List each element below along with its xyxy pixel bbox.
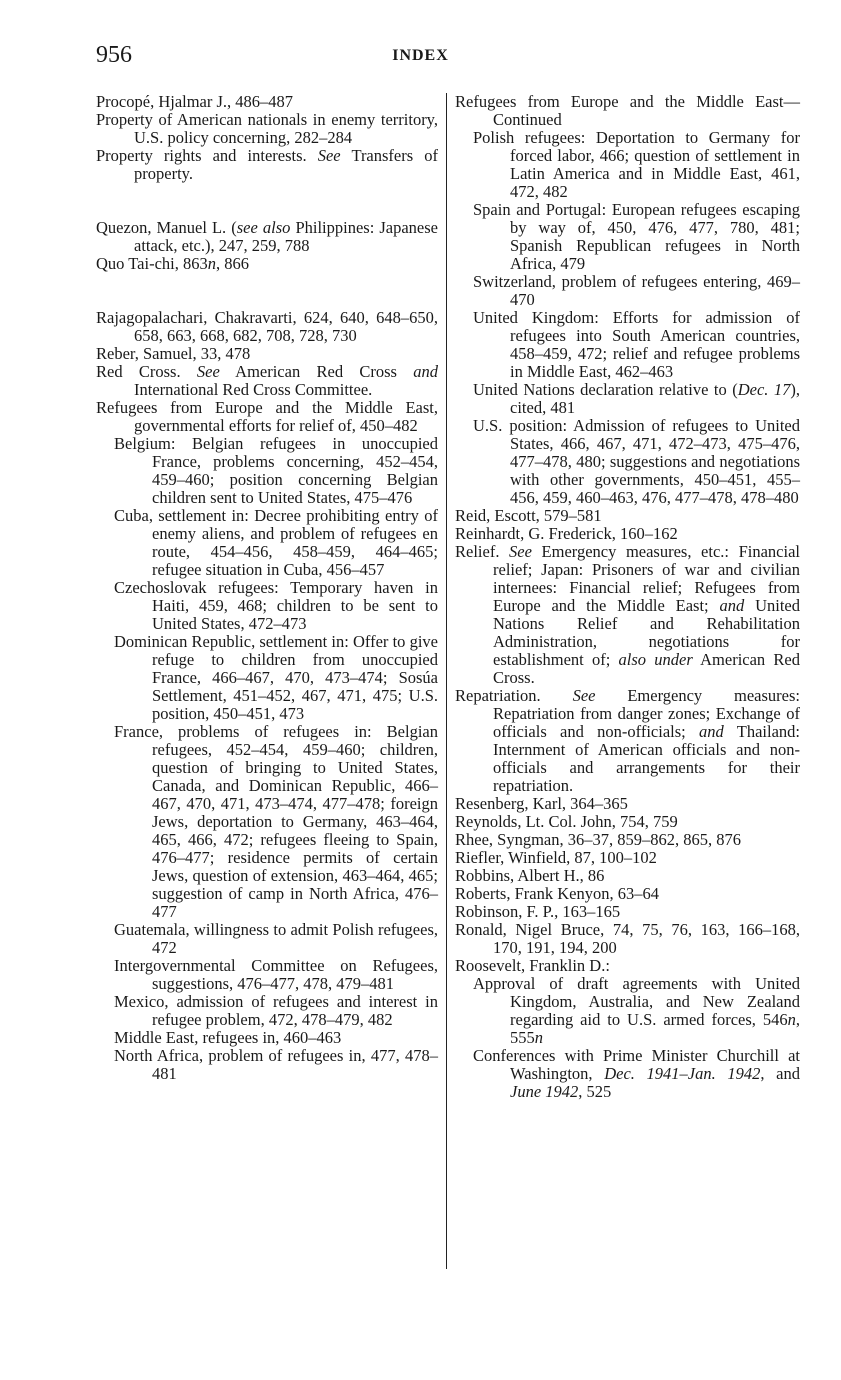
index-entry: Property of American nationals in enemy territory, U.S. policy concerning, 282–284: [96, 110, 438, 147]
index-entry: Reinhardt, G. Frederick, 160–162: [455, 524, 678, 543]
index-entry: Riefler, Winfield, 87, 100–102: [455, 848, 657, 867]
index-entry: Quo Tai-chi, 863n, 866: [96, 254, 249, 273]
index-subentry: North Africa, problem of refugees in, 477, 478–481: [114, 1046, 438, 1083]
index-entry: Reber, Samuel, 33, 478: [96, 344, 251, 363]
index-subentry: Intergovernmental Committee on Refugees, suggestions, 476–477, 478, 479–481: [114, 956, 438, 993]
index-column-left: [96, 93, 438, 1083]
index-entry: Robbins, Albert H., 86: [455, 866, 605, 885]
index-entry: Red Cross. See American Red Cross and International Red Cross Committee.: [96, 362, 438, 399]
index-entry: Repatriation. See Emergency measures: Repatriation from danger zones; Exchange of officials and non-officials; and Thailand: Internment of American officials and non-officials and arrangements for their repatriation.: [455, 686, 801, 795]
index-entry: Rhee, Syngman, 36–37, 859–862, 865, 876: [455, 830, 741, 849]
index-entry: Quezon, Manuel L. (see also Philippines: Japanese attack, etc.), 247, 259, 788: [96, 218, 438, 255]
index-subentry: Polish refugees: Deportation to Germany for forced labor, 466; question of settlement in Latin America and in Middle East, 461, 472, 482: [473, 128, 800, 201]
column-divider: [446, 93, 447, 1269]
index-subentry: Spain and Portugal: European refugees escaping by way of, 450, 476, 477, 780, 481; Spanish Republican refugees in North Africa, 479: [473, 200, 800, 273]
index-entry: Reid, Escott, 579–581: [455, 506, 602, 525]
index-subentry: U.S. position: Admission of refugees to United States, 466, 467, 471, 472–473, 475–476, 477–478, 480; suggestions and negotiations with other governments, 450–451, 455–456, 459, 460–463, 476, 477–478, 478–480: [473, 416, 800, 507]
index-subentry: Middle East, refugees in, 460–463: [114, 1028, 342, 1047]
index-entry: Refugees from Europe and the Middle East, governmental efforts for relief of, 450–482: [96, 398, 438, 435]
index-subentry: Dominican Republic, settlement in: Offer to give refuge to children from unoccupied France, 466–467, 470, 473–474; Sosúa Settlement, 451–452, 467, 471, 475; U.S. position, 450–451, 473: [114, 632, 438, 723]
index-entry: Relief. See Emergency measures, etc.: Financial relief; Japan: Prisoners of war and civilian internees: Financial relief; Refugees from Europe and the Middle East; and United Nations Relief and Rehabilitation Administration, negotiations for establishment of; also under American Red Cross.: [455, 542, 800, 687]
index-subentry: Switzerland, problem of refugees entering, 469–470: [473, 272, 800, 309]
index-subentry: Mexico, admission of refugees and interest in refugee problem, 472, 478–479, 482: [114, 992, 438, 1029]
index-column-right: [455, 93, 800, 1101]
index-subentry: Czechoslovak refugees: Temporary haven in Haiti, 459, 468; children to be sent to United States, 472–473: [114, 578, 438, 633]
running-head: INDEX: [392, 47, 449, 64]
index-entry: Rajagopalachari, Chakravarti, 624, 640, 648–650, 658, 663, 668, 682, 708, 728, 730: [96, 308, 438, 345]
entry-spacer: [96, 183, 438, 219]
index-subentry: Approval of draft agreements with United Kingdom, Australia, and New Zealand regarding aid to U.S. armed forces, 546n, 555n: [473, 974, 800, 1047]
page-number: 956: [96, 42, 132, 68]
index-subentry: Belgium: Belgian refugees in unoccupied France, problems concerning, 452–454, 459–460; position concerning Belgian children sent to United States, 475–476: [114, 434, 438, 507]
index-entry: Property rights and interests. See Transfers of property.: [96, 146, 439, 183]
entry-spacer: [96, 273, 438, 309]
index-subentry: Conferences with Prime Minister Churchill at Washington, Dec. 1941–Jan. 1942, and June 1942, 525: [473, 1046, 801, 1101]
index-subentry: France, problems of refugees in: Belgian refugees, 452–454, 459–460; children, question of bringing to United States, Canada, and Dominican Republic, 466–467, 470, 471, 473–474, 477–478; foreign Jews, deportation to Germany, 463–464, 465, 466, 472; refugees fleeing to Spain, 476–477; residence permits of certain Jews, question of extension, 463–464, 465; suggestion of camp in North Africa, 476–477: [114, 722, 438, 921]
index-subentry: United Kingdom: Efforts for admission of refugees into South American countries, 458–459, 472; relief and refugee problems in Middle East, 462–463: [473, 308, 800, 381]
index-entry: Roosevelt, Franklin D.:: [455, 956, 610, 975]
index-entry: Refugees from Europe and the Middle East—Continued: [455, 92, 800, 129]
index-entry: Resenberg, Karl, 364–365: [455, 794, 628, 813]
index-subentry: Guatemala, willingness to admit Polish refugees, 472: [114, 920, 438, 957]
index-entry: Robinson, F. P., 163–165: [455, 902, 621, 921]
index-entry: Reynolds, Lt. Col. John, 754, 759: [455, 812, 678, 831]
index-subentry: Cuba, settlement in: Decree prohibiting entry of enemy aliens, and problem of refugees en route, 454–456, 458–459, 464–465; refugee situation in Cuba, 456–457: [114, 506, 438, 579]
index-entry: Ronald, Nigel Bruce, 74, 75, 76, 163, 166–168, 170, 191, 194, 200: [455, 920, 800, 957]
index-subentry: United Nations declaration relative to (Dec. 17), cited, 481: [473, 380, 800, 417]
index-entry: Procopé, Hjalmar J., 486–487: [96, 92, 294, 111]
index-entry: Roberts, Frank Kenyon, 63–64: [455, 884, 659, 903]
